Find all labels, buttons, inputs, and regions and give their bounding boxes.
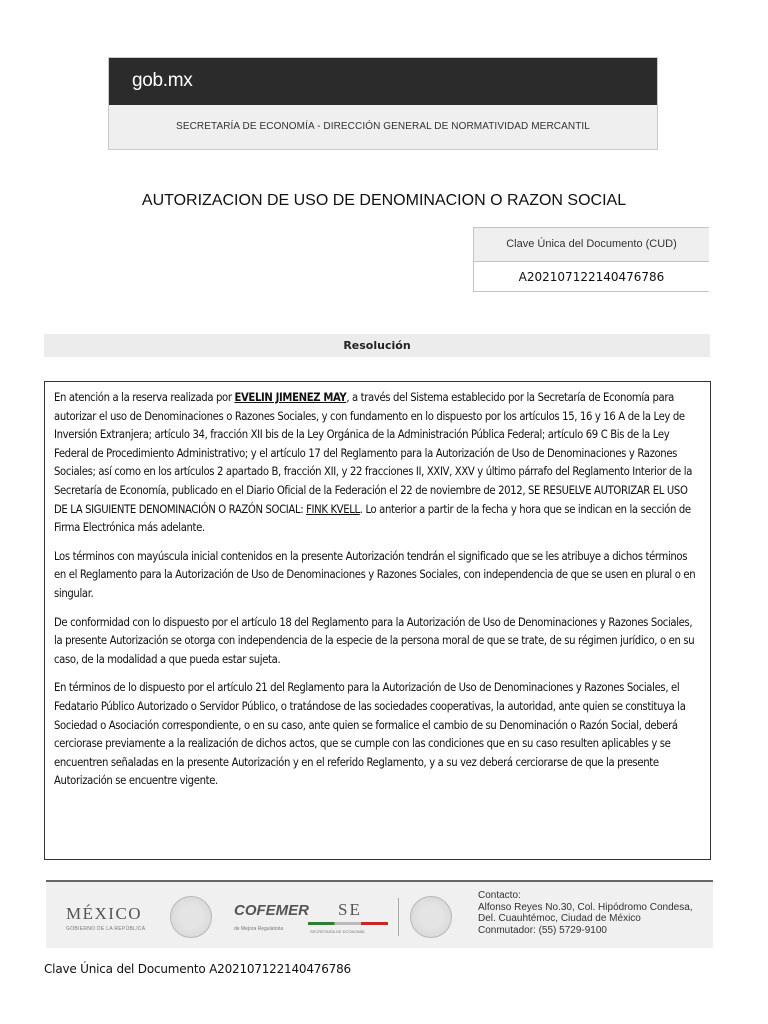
- se-logo-text: SE: [338, 900, 362, 919]
- contact-line: Conmutador: (55) 5729-9100: [478, 924, 607, 936]
- document-title: AUTORIZACION DE USO DE DENOMINACION O RAZON SOCIAL: [141, 192, 627, 209]
- cofemer-logo-text: COFEMER: [234, 902, 309, 919]
- cofemer-logo-subtitle: de Mejora Regulatoria: [234, 926, 284, 932]
- footer-cud: Clave Única del Documento A202107122140476786: [44, 962, 351, 976]
- coat-of-arms-icon: [170, 896, 212, 938]
- se-logo-stripe: [308, 922, 388, 925]
- footer-divider: [398, 898, 399, 936]
- paragraph-4: En términos de lo dispuesto por el artículo 21 del Reglamento para la Autorización de Uso de Denominaciones y Razones Sociales, el Fedatario Público Autorizado o Servidor Público, o tratándose de las sociedades cooperativas, la autoridad, ante quien se constituya la Sociedad o Asociación correspondiente, o en su caso, ante quien se formalice el cambio de su Denominación o Razón Social, deberá cerciorase previamente a la realización de dichos actos, que se cumple con las condiciones que en su caso resulten aplicables y se encuentren señaladas en la presente Autorización y en el referido Reglamento, y a su vez deberá cerciorarse de que la presente Autorización se encuentre vigente.: [54, 681, 686, 788]
- p1-text-b: , a través del Sistema establecido por la Secretaría de Economía para autorizar el uso de Denominaciones o Razones Sociales, y con fundamento en lo dispuesto por los artículos 15, 16 y 16 A de la Ley de Inversión Extranjera; artículo 34, fracción XII bis de la Ley Orgánica de la Administración Pública Federal; artículo 69 C Bis de la Ley Federal de Procedimiento Administrativo; y el artículo 17 del Reglamento para la Autorización de Uso de Denominaciones y Razones Sociales; así como en los artículos 2 apartado B, fracción XII, y 22 fracciones II, XXIV, XXV y último párrafo del Reglamento Interior de la Secretaría de Economía, publicado en el Diario Oficial de la Federación el 22 de noviembre de 2012, SE RESUELVE AUTORIZAR EL USO DE LA SIGUIENTE DENOMINACIÓN O RAZÓN SOCIAL:: [54, 391, 693, 516]
- se-logo-subtitle: SECRETARÍA DE ECONOMÍA: [310, 929, 365, 934]
- header-subtitle: SECRETARÍA DE ECONOMÍA - DIRECCIÓN GENERAL DE NORMATIVIDAD MERCANTIL: [109, 105, 657, 149]
- contact-info: [478, 890, 693, 936]
- resolution-heading: Resolución: [44, 334, 710, 357]
- header-banner: [109, 58, 657, 105]
- applicant-name: EVELIN JIMENEZ MAY: [234, 391, 347, 404]
- document-header: [108, 57, 658, 150]
- mexico-logo-text: MÉXICO: [66, 904, 143, 923]
- p1-text-a: En atención a la reserva realizada por: [54, 391, 235, 404]
- contact-line: Alfonso Reyes No.30, Col. Hipódromo Condesa,: [478, 901, 693, 913]
- paragraph-2: Los términos con mayúscula inicial contenidos en la presente Autorización tendrán el significado que se les atribuye a dichos términos en el Reglamento para la Autorización de Uso de Denominaciones y Razones Sociales, con independencia de que se usen en plural o en singular.: [54, 549, 696, 600]
- company-name: FINK KVELL: [306, 502, 360, 516]
- cud-value: A202107122140476786: [518, 270, 665, 284]
- contact-line: Del. Cuauhtémoc, Ciudad de México: [478, 913, 641, 924]
- gobmx-logo: gob.mx: [132, 70, 193, 91]
- paragraph-1: [54, 389, 701, 538]
- document-footer: [46, 880, 713, 948]
- contact-line: Contacto:: [478, 890, 521, 901]
- mexico-logo-subtitle: GOBIERNO DE LA REPÚBLICA: [66, 926, 146, 932]
- coat-of-arms-icon: [410, 896, 452, 938]
- cud-label: Clave Única del Documento (CUD): [474, 228, 709, 262]
- resolution-body: [44, 381, 711, 860]
- paragraph-3: De conformidad con lo dispuesto por el artículo 18 del Reglamento para la Autorización de Uso de Denominaciones y Razones Sociales, la presente Autorización se otorga con independencia de la especie de la persona moral de que se trate, de su régimen jurídico, o en su caso, de la modalidad a que pueda estar sujeta.: [54, 615, 695, 666]
- cud-table: [473, 227, 709, 292]
- p1-text-c: . Lo anterior a partir de la fecha y hora que se indican en la sección de Firma Electrónica más adelante.: [54, 502, 691, 535]
